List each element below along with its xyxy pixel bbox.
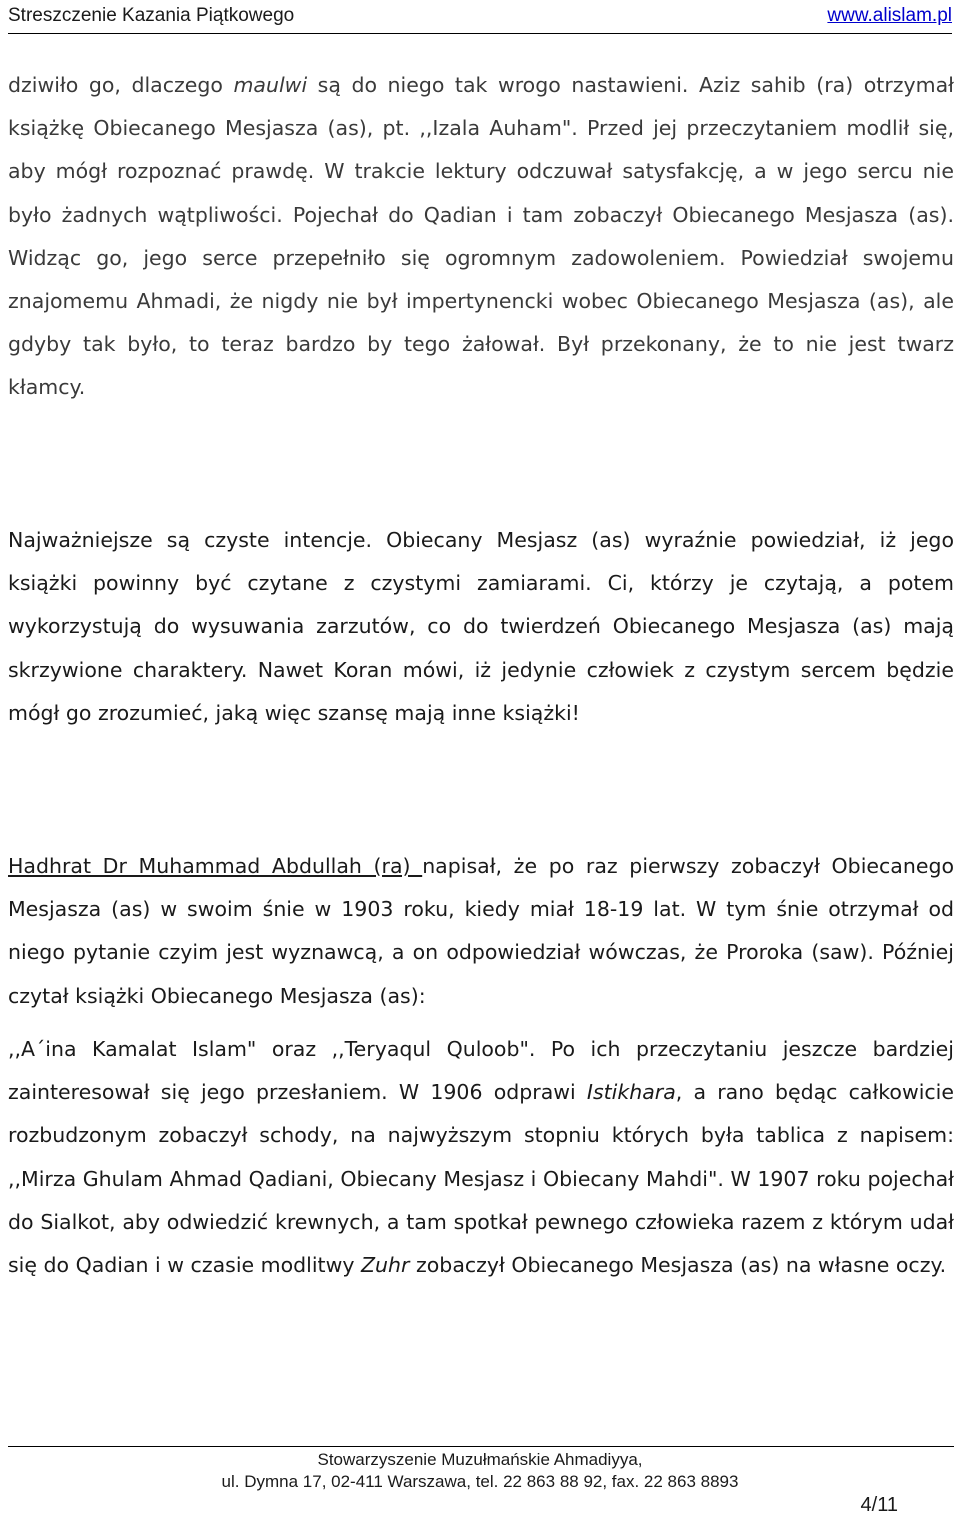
p1-text-b: są do niego tak wrogo nastawieni. Aziz sahib (ra) otrzymał książkę Obiecanego Mesjasza (as), pt. ,,Izala Auham". Przed jej przeczytaniem modlił się, aby mógł rozpoznać prawdę. W trakcie lektury odczuwał satysfakcję, a w jego sercu nie było żadnych wątpliwości. Pojechał do Qadian i tam zobaczył Obiecanego Mesjasza (as). Widząc go, jego serce przepełniło się ogromnym zadowoleniem. Powiedział swojemu znajomemu Ahmadi, że nigdy nie był impertynencki wobec Obiecanego Mesjasza (as), ale gdyby tak było, to teraz bardzo by tego żałował. Był przekonany, że to nie jest twarz kłamcy.: [8, 73, 955, 400]
page-header: [8, 4, 952, 30]
page-number: 4/11: [860, 1494, 898, 1516]
p4-text-c: zobaczył Obiecanego Mesjasza (as) na własne oczy.: [409, 1253, 947, 1278]
p1-text-a: dziwiło go, dlaczego: [8, 73, 234, 97]
paragraph-1: [8, 64, 954, 410]
website-link[interactable]: www.alislam.pl: [827, 5, 952, 26]
paragraph-3: [8, 845, 954, 1018]
footer-organization: Stowarzyszenie Muzułmańskie Ahmadiyya,: [317, 1450, 643, 1469]
p4-text-b: , a rano będąc całkowicie rozbudzonym zobaczył schody, na najwyższym stopniu których była tablica z napisem: ,,Mirza Ghulam Ahmad Qadiani, Obiecany Mesjasz i Obiecany Mahdi". W 1907 roku pojechał do Sialkot, aby odwiedzić krewnych, a tam spotkał pewnego człowieka razem z którym udał się do Qadian i w czasie modlitwy: [8, 1080, 954, 1278]
header-title: Streszczenie Kazania Piątkowego: [8, 5, 295, 26]
header-divider: [8, 33, 952, 34]
p3-underlined-name: Hadhrat Dr Muhammad Abdullah (ra): [8, 854, 423, 878]
paragraph-2: Najważniejsze są czyste intencje. Obiecany Mesjasz (as) wyraźnie powiedział, iż jego książki powinny być czytane z czystymi zamiarami. Ci, którzy je czytają, a potem wykorzystują do wysuwania zarzutów, co do twierdzeń Obiecanego Mesjasza (as) mają skrzywione charaktery. Nawet Koran mówi, iż jedynie człowiek z czystym sercem będzie mógł go zrozumieć, jaką więc szansę mają inne książki!: [8, 528, 954, 725]
p4-italic-zuhr: Zuhr: [361, 1253, 410, 1278]
footer-divider: [8, 1446, 954, 1447]
p3-text: napisał, że po raz pierwszy zobaczył Obiecanego Mesjasza (as) w swoim śnie w 1903 roku, kiedy miał 18-19 lat. W tym śnie otrzymał od niego pytanie czyim jest wyznawcą, a on odpowiedział wówczas, że Proroka (saw). Później czytał książki Obiecanego Mesjasza (as):: [8, 854, 955, 1008]
footer-address: ul. Dymna 17, 02-411 Warszawa, tel. 22 863 88 92, fax. 22 863 8893: [221, 1472, 739, 1491]
paragraph-4: [8, 1028, 954, 1287]
p4-italic-istikhara: Istikhara: [586, 1080, 676, 1105]
p4-text-a: ,,A´ina Kamalat Islam" oraz ,,Teryaqul Quloob". Po ich przeczytaniu jeszcze bardziej zainteresował się jego przesłaniem. W 1906 odprawi: [8, 1037, 954, 1105]
p1-italic-term: maulwi: [233, 73, 308, 97]
